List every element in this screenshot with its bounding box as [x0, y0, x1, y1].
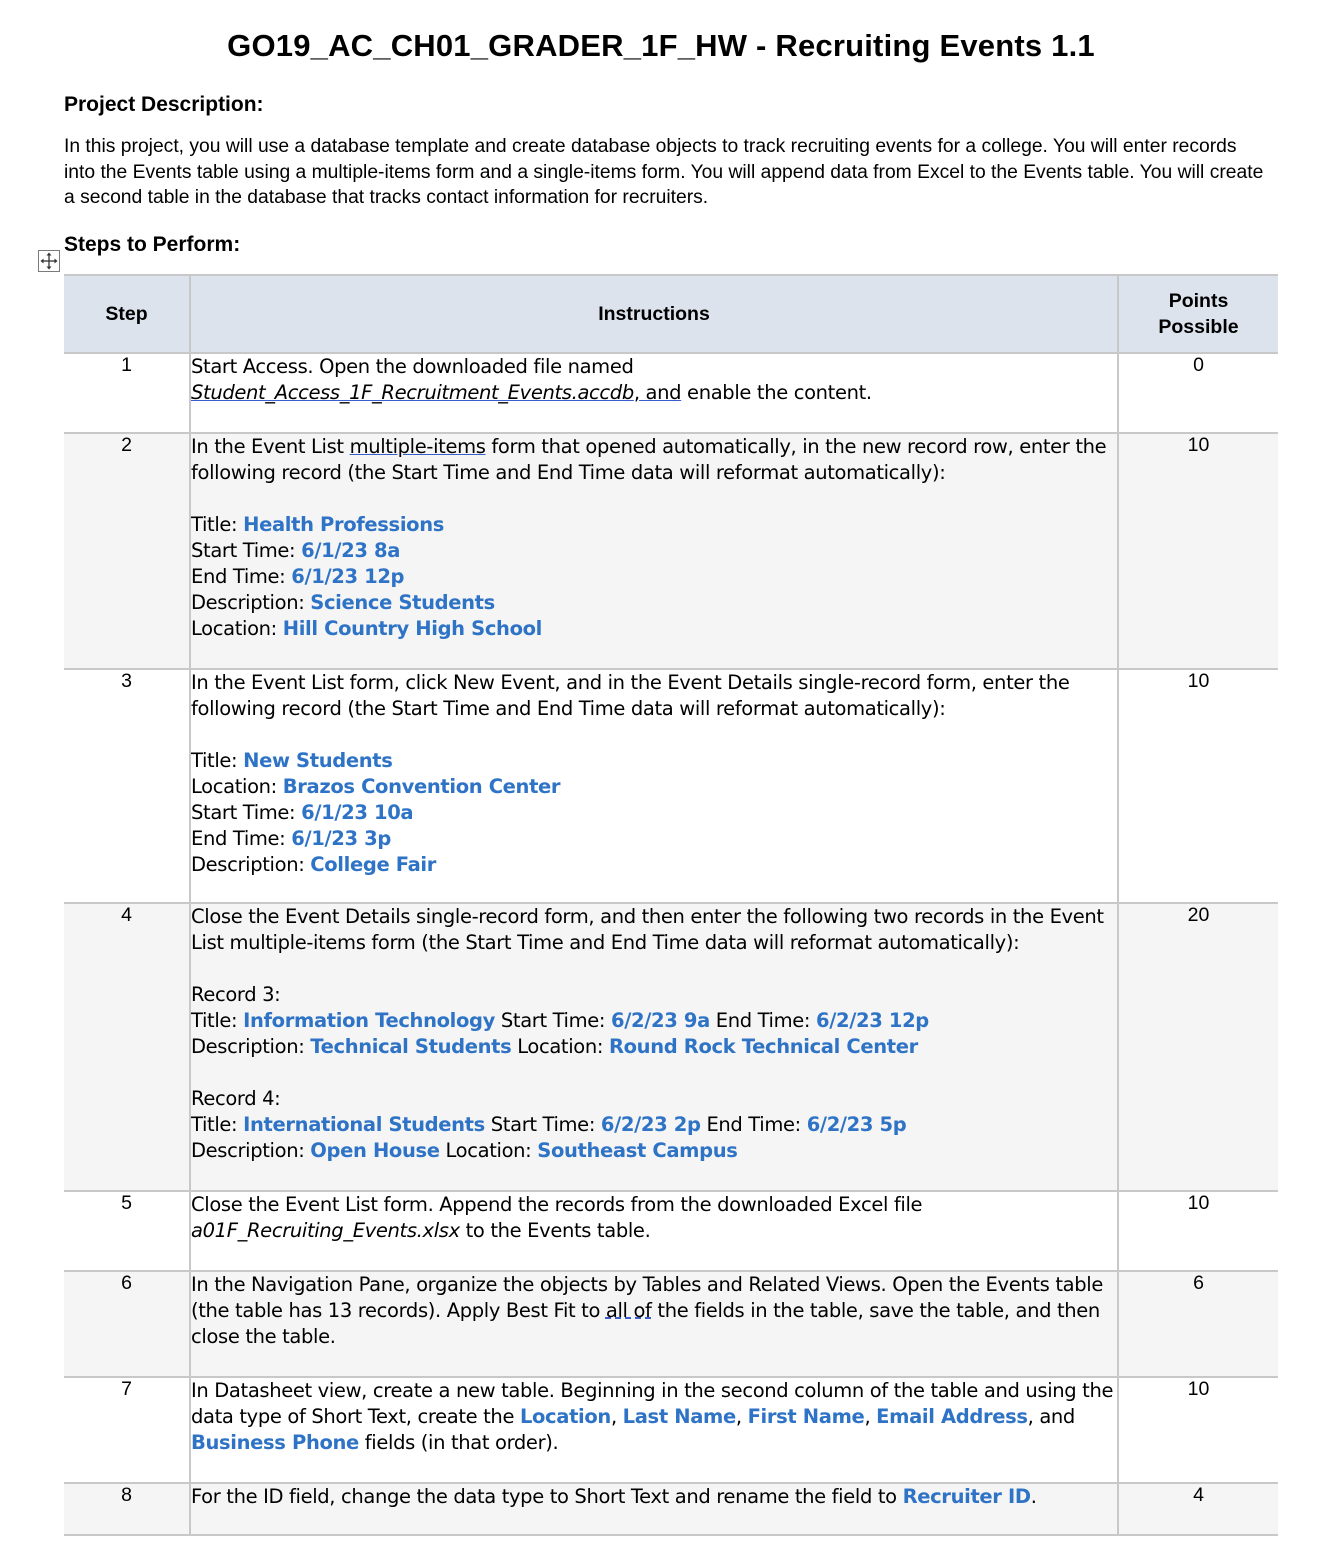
step-instructions — [190, 669, 1118, 903]
instruction-text: In the Event List form, click New Event, and in the Event Details single-record form, enter the following record (the Start Time and End Time data will reformat automatically): — [191, 671, 1070, 720]
step-number: 2 — [64, 433, 190, 669]
field-value: Business Phone — [191, 1431, 359, 1454]
instruction-text: enable the content. — [681, 381, 872, 404]
field-value: Brazos Convention Center — [282, 775, 561, 798]
table-row — [64, 1483, 1278, 1535]
instruction-text: , — [610, 1405, 623, 1428]
field-label: Location: — [191, 617, 283, 640]
field-label: Description: — [191, 1139, 311, 1162]
field-value: New Students — [243, 749, 393, 772]
step-points: 10 — [1118, 1377, 1278, 1483]
header-step: Step — [64, 275, 190, 353]
step-instructions — [190, 903, 1118, 1191]
step-number: 8 — [64, 1483, 190, 1535]
header-points-label: Points Possible — [1158, 290, 1239, 338]
instruction-text: In Datasheet view, create a new table. Beginning in the second column of the table and using the data type of Short Text, create the — [191, 1379, 1114, 1428]
step-points: 6 — [1118, 1271, 1278, 1377]
field-label: Start Time: — [495, 1009, 611, 1032]
table-row — [64, 433, 1278, 669]
field-value: College Fair — [310, 853, 436, 876]
instruction-text: to the Events table. — [459, 1219, 651, 1242]
field-value: 6/2/23 9a — [611, 1009, 710, 1032]
field-value: 6/1/23 12p — [291, 565, 405, 588]
field-value: Round Rock Technical Center — [608, 1035, 918, 1058]
field-value: 6/1/23 8a — [301, 539, 401, 562]
field-value: Location — [519, 1405, 611, 1428]
file-name: a01F_Recruiting_Events.xlsx — [191, 1219, 460, 1242]
field-value: First Name — [747, 1405, 865, 1428]
header-instructions: Instructions — [190, 275, 1118, 353]
step-number: 4 — [64, 903, 190, 1191]
record-heading: Record 3: — [191, 983, 281, 1006]
instruction-text: In the Navigation Pane, organize the objects by Tables and Related Views. Open the Events table (the table has 13 records). Apply Best Fit to — [191, 1273, 1103, 1322]
step-instructions — [190, 1483, 1118, 1535]
field-label: Title: — [191, 1009, 244, 1032]
field-label: End Time: — [700, 1113, 807, 1136]
field-label: Location: — [191, 775, 283, 798]
instruction-text: In the Event List — [191, 435, 350, 458]
steps-table — [64, 274, 1278, 1536]
instruction-text: , and — [1027, 1405, 1075, 1428]
step-number: 6 — [64, 1271, 190, 1377]
instruction-text: all of — [605, 1299, 652, 1322]
field-value: 6/2/23 2p — [600, 1113, 701, 1136]
field-label: End Time: — [709, 1009, 816, 1032]
step-instructions — [190, 1377, 1118, 1483]
instruction-text: Start Access. Open the downloaded file named — [191, 355, 634, 378]
field-label: Title: — [191, 1113, 244, 1136]
field-value: Technical Students — [310, 1035, 512, 1058]
field-label: End Time: — [191, 827, 292, 850]
field-value: Last Name — [622, 1405, 736, 1428]
field-value: International Students — [243, 1113, 485, 1136]
instruction-text: , — [735, 1405, 748, 1428]
step-instructions — [190, 353, 1118, 433]
step-points: 4 — [1118, 1483, 1278, 1535]
table-row — [64, 353, 1278, 433]
instruction-text: , and — [633, 381, 682, 404]
field-value: 6/1/23 3p — [291, 827, 391, 850]
field-value: Health Professions — [243, 513, 444, 536]
instruction-text: For the ID field, change the data type to Short Text and rename the field to — [191, 1485, 903, 1508]
instruction-text: , — [864, 1405, 877, 1428]
field-label: Location: — [439, 1139, 538, 1162]
field-label: End Time: — [191, 565, 292, 588]
instruction-text: Close the Event Details single-record form, and then enter the following two records in the Event List multiple-items form (the Start Time and End Time data will reformat automatically): — [191, 905, 1104, 954]
file-name: Student_Access_1F_Recruitment_Events.accdb — [191, 381, 634, 404]
field-label: Description: — [191, 591, 311, 614]
field-label: Description: — [191, 853, 311, 876]
step-instructions — [190, 1191, 1118, 1271]
step-number: 5 — [64, 1191, 190, 1271]
step-points: 20 — [1118, 903, 1278, 1191]
instruction-text: . — [1030, 1485, 1037, 1508]
field-value: Open House — [310, 1139, 440, 1162]
field-value: 6/1/23 10a — [301, 801, 414, 824]
project-description-text: In this project, you will use a database template and create database objects to track recruiting events for a college. You will enter records into the Events table using a multiple-items form and a single-items form. You will append data from Excel to the Events table. You will create a second table in the database that tracks contact information for recruiters. — [64, 136, 1264, 208]
instruction-text: form that opened automatically, in the new record row, enter the following record (the Start Time and End Time data will reformat automatically): — [191, 435, 1107, 484]
field-value: Science Students — [310, 591, 495, 614]
step-number: 1 — [64, 353, 190, 433]
field-label: Location: — [511, 1035, 609, 1058]
field-value: 6/2/23 5p — [806, 1113, 907, 1136]
instruction-text: Close the Event List form. Append the records from the downloaded Excel file — [191, 1193, 923, 1216]
field-label: Title: — [191, 513, 244, 536]
step-instructions — [190, 433, 1118, 669]
steps-heading: Steps to Perform: — [64, 233, 241, 256]
field-label: Start Time: — [191, 539, 302, 562]
step-points: 10 — [1118, 669, 1278, 903]
field-value: 6/2/23 12p — [816, 1009, 929, 1032]
table-row — [64, 1271, 1278, 1377]
field-label: Start Time: — [484, 1113, 601, 1136]
step-number: 7 — [64, 1377, 190, 1483]
step-points: 10 — [1118, 433, 1278, 669]
table-row — [64, 1377, 1278, 1483]
table-row — [64, 903, 1278, 1191]
instruction-text: multiple-items — [349, 435, 486, 458]
instruction-text: the fields in the table, save the table, and then close the table. — [191, 1299, 1100, 1348]
step-number: 3 — [64, 669, 190, 903]
field-label: Start Time: — [191, 801, 302, 824]
table-row — [64, 669, 1278, 903]
table-header-row — [64, 275, 1278, 353]
field-value: Information Technology — [243, 1009, 496, 1032]
field-value: Hill Country High School — [282, 617, 543, 640]
header-points — [1118, 275, 1278, 353]
project-description-heading: Project Description: — [64, 93, 264, 116]
field-value: Recruiter ID — [902, 1485, 1031, 1508]
step-points: 0 — [1118, 353, 1278, 433]
move-arrows-icon[interactable] — [38, 250, 60, 272]
record-heading: Record 4: — [191, 1087, 281, 1110]
step-instructions — [190, 1271, 1118, 1377]
field-value: Email Address — [876, 1405, 1028, 1428]
document-title: GO19_AC_CH01_GRADER_1F_HW - Recruiting Events 1.1 — [227, 28, 1095, 63]
step-points: 10 — [1118, 1191, 1278, 1271]
field-label: Title: — [191, 749, 244, 772]
field-value: Southeast Campus — [537, 1139, 738, 1162]
field-label: Description: — [191, 1035, 311, 1058]
table-row — [64, 1191, 1278, 1271]
instruction-text: fields (in that order). — [358, 1431, 559, 1454]
